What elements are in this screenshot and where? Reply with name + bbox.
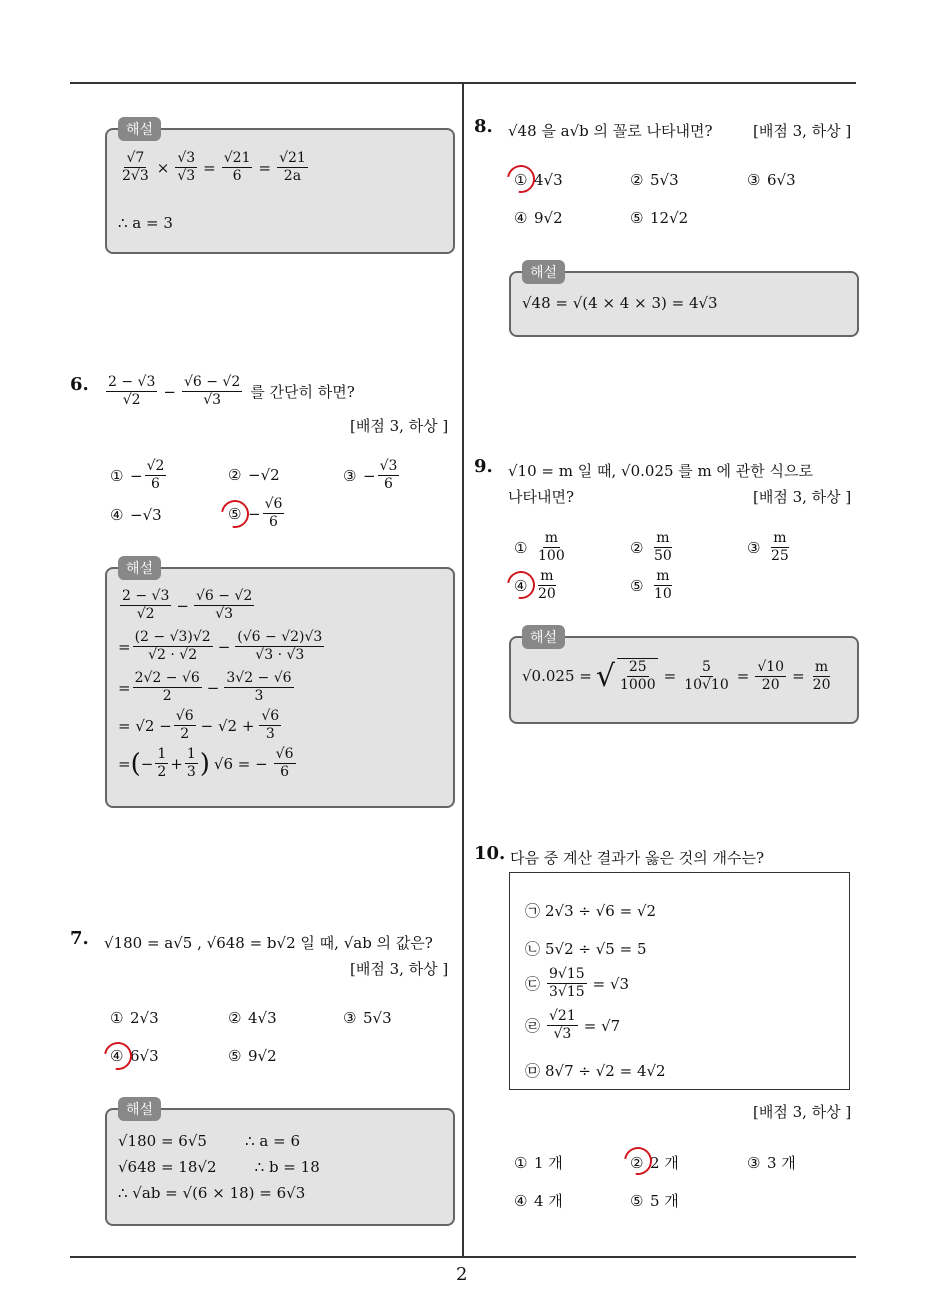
q10-statement-1: ㉠ 2√3 ÷ √6 = √2 xyxy=(525,901,657,920)
q8-question: √48 을 a√b 의 꼴로 나타내면? xyxy=(508,122,713,140)
q7-solution-badge: 해설 xyxy=(118,1097,161,1121)
q10-number: 10. xyxy=(474,843,506,864)
q6-option-4[interactable]: ④ −√3 xyxy=(110,506,162,524)
q8-option-1[interactable]: ① 4√3 xyxy=(514,171,563,189)
q6-solution-line-3: = $\frac{2√2 - √6}{2}$ − $\frac{3√2 - √6}{3}$ xyxy=(118,670,292,704)
q10-option-2[interactable]: ② 2 개 xyxy=(630,1153,679,1172)
q6-solution-line-2: = $\frac{(2 - √3)√2}{√2 \cdot √2}$ − $\frac{(√6 - √2)√3}{√3 \cdot √3}$ xyxy=(118,629,323,663)
q9-option-3[interactable]: ③ $\frac{m}{25}$ xyxy=(747,530,789,564)
q10-option-5[interactable]: ⑤ 5 개 xyxy=(630,1191,679,1210)
q6-solution-line-4: = √2 − $\frac{√6}{2}$ − √2 + $\frac{√6}{3}$ xyxy=(118,708,280,742)
q10-option-3[interactable]: ③ 3 개 xyxy=(747,1153,796,1172)
q9-option-5[interactable]: ⑤ $\frac{m}{10}$ xyxy=(630,568,672,602)
q10-option-4[interactable]: ④ 4 개 xyxy=(514,1191,563,1210)
q7-option-3[interactable]: ③ 5√3 xyxy=(343,1009,392,1027)
q6-meta: [배점 3, 하상 ] xyxy=(350,417,449,435)
q7-option-2[interactable]: ② 4√3 xyxy=(228,1009,277,1027)
q8-solution-badge: 해설 xyxy=(522,260,565,284)
column-divider xyxy=(462,82,464,1257)
q10-statement-2: ㉡ 5√2 ÷ √5 = 5 xyxy=(525,939,647,958)
q7-option-1[interactable]: ① 2√3 xyxy=(110,1009,159,1027)
q10-option-1[interactable]: ① 1 개 xyxy=(514,1153,563,1172)
q9-number: 9. xyxy=(474,456,493,477)
q6-question: $\frac{2 - √3}{√2}$ − $\frac{√6 - √2}{√3}$ 를 간단히 하면? xyxy=(108,374,355,408)
q9-question-line-2: 나타내면? xyxy=(508,488,575,506)
q5-solution-box xyxy=(105,128,455,254)
q10-answer-circle xyxy=(619,1142,658,1181)
q7-solution-line-3: ∴ √ab = √(6 × 18) = 6√3 xyxy=(118,1184,306,1202)
q8-option-5[interactable]: ⑤ 12√2 xyxy=(630,209,689,227)
q6-option-2[interactable]: ② −√2 xyxy=(228,466,280,484)
q6-option-1[interactable]: ① − $\frac{√2}{6}$ xyxy=(110,458,165,492)
q10-question: 다음 중 계산 결과가 옳은 것의 개수는? xyxy=(510,849,765,867)
q7-option-5[interactable]: ⑤ 9√2 xyxy=(228,1047,277,1065)
q8-solution-line-1: √48 = √(4 × 4 × 3) = 4√3 xyxy=(522,294,718,312)
page-number: 2 xyxy=(456,1264,468,1285)
q7-answer-circle xyxy=(99,1037,138,1076)
q9-question-line-1: √10 = m 일 때, √0.025 를 m 에 관한 식으로 xyxy=(508,462,814,480)
q7-number: 7. xyxy=(70,928,89,949)
q6-option-5[interactable]: ⑤ − $\frac{√6}{6}$ xyxy=(228,496,283,530)
q8-answer-circle xyxy=(502,160,541,199)
q8-option-2[interactable]: ② 5√3 xyxy=(630,171,679,189)
q6-solution-badge: 해설 xyxy=(118,556,161,580)
q10-statement-5: ㉤ 8√7 ÷ √2 = 4√2 xyxy=(525,1061,666,1080)
q6-solution-line-1: $\frac{2 - √3}{√2}$ − $\frac{√6 - √2}{√3}$ xyxy=(122,588,253,622)
q5-solution-line-2: ∴ a = 3 xyxy=(118,214,173,232)
q8-number: 8. xyxy=(474,116,493,137)
q7-solution-line-2: √648 = 18√2 ∴ b = 18 xyxy=(118,1158,320,1176)
q8-option-3[interactable]: ③ 6√3 xyxy=(747,171,796,189)
q5-solution-badge: 해설 xyxy=(118,117,161,141)
q6-number: 6. xyxy=(70,374,89,395)
q10-statement-3: ㉢ $\frac{9√15}{3√15}$ = √3 xyxy=(525,966,630,1000)
q8-option-4[interactable]: ④ 9√2 xyxy=(514,209,563,227)
q10-statement-4: ㉣ $\frac{√21}{√3}$ = √7 xyxy=(525,1008,621,1042)
q5-solution-line-1: $\frac{√7}{2√3}$ × $\frac{√3}{√3}$ = $\frac{√21}{6}$ = $\frac{√21}{2a}$ xyxy=(122,150,306,184)
q6-solution-line-5: = ( − $\frac{1}{2}$ + $\frac{1}{3}$ ) √6 = − $\frac{√6}{6}$ xyxy=(118,746,294,780)
q7-option-4[interactable]: ④ 6√3 xyxy=(110,1047,159,1065)
q8-meta: [배점 3, 하상 ] xyxy=(753,122,852,140)
q9-solution-badge: 해설 xyxy=(522,625,565,649)
q7-solution-line-1: √180 = 6√5 ∴ a = 6 xyxy=(118,1132,300,1150)
q9-option-4[interactable]: ④ $\frac{m}{20}$ xyxy=(514,568,556,602)
bottom-rule xyxy=(70,1256,856,1258)
q7-meta: [배점 3, 하상 ] xyxy=(350,960,449,978)
q10-meta: [배점 3, 하상 ] xyxy=(753,1103,852,1121)
q9-solution-line-1: √0.025 = √ $\frac{25}{1000}$ = $\frac{5}{10√10}$ = $\frac{√10}{20}$ = $\frac{m}{20}$ xyxy=(522,658,831,694)
q7-question: √180 = a√5 , √648 = b√2 일 때, √ab 의 값은? xyxy=(104,934,433,952)
q9-option-2[interactable]: ② $\frac{m}{50}$ xyxy=(630,530,672,564)
q9-meta: [배점 3, 하상 ] xyxy=(753,488,852,506)
q9-option-1[interactable]: ① $\frac{m}{100}$ xyxy=(514,530,565,564)
q6-option-3[interactable]: ③ − $\frac{√3}{6}$ xyxy=(343,458,398,492)
